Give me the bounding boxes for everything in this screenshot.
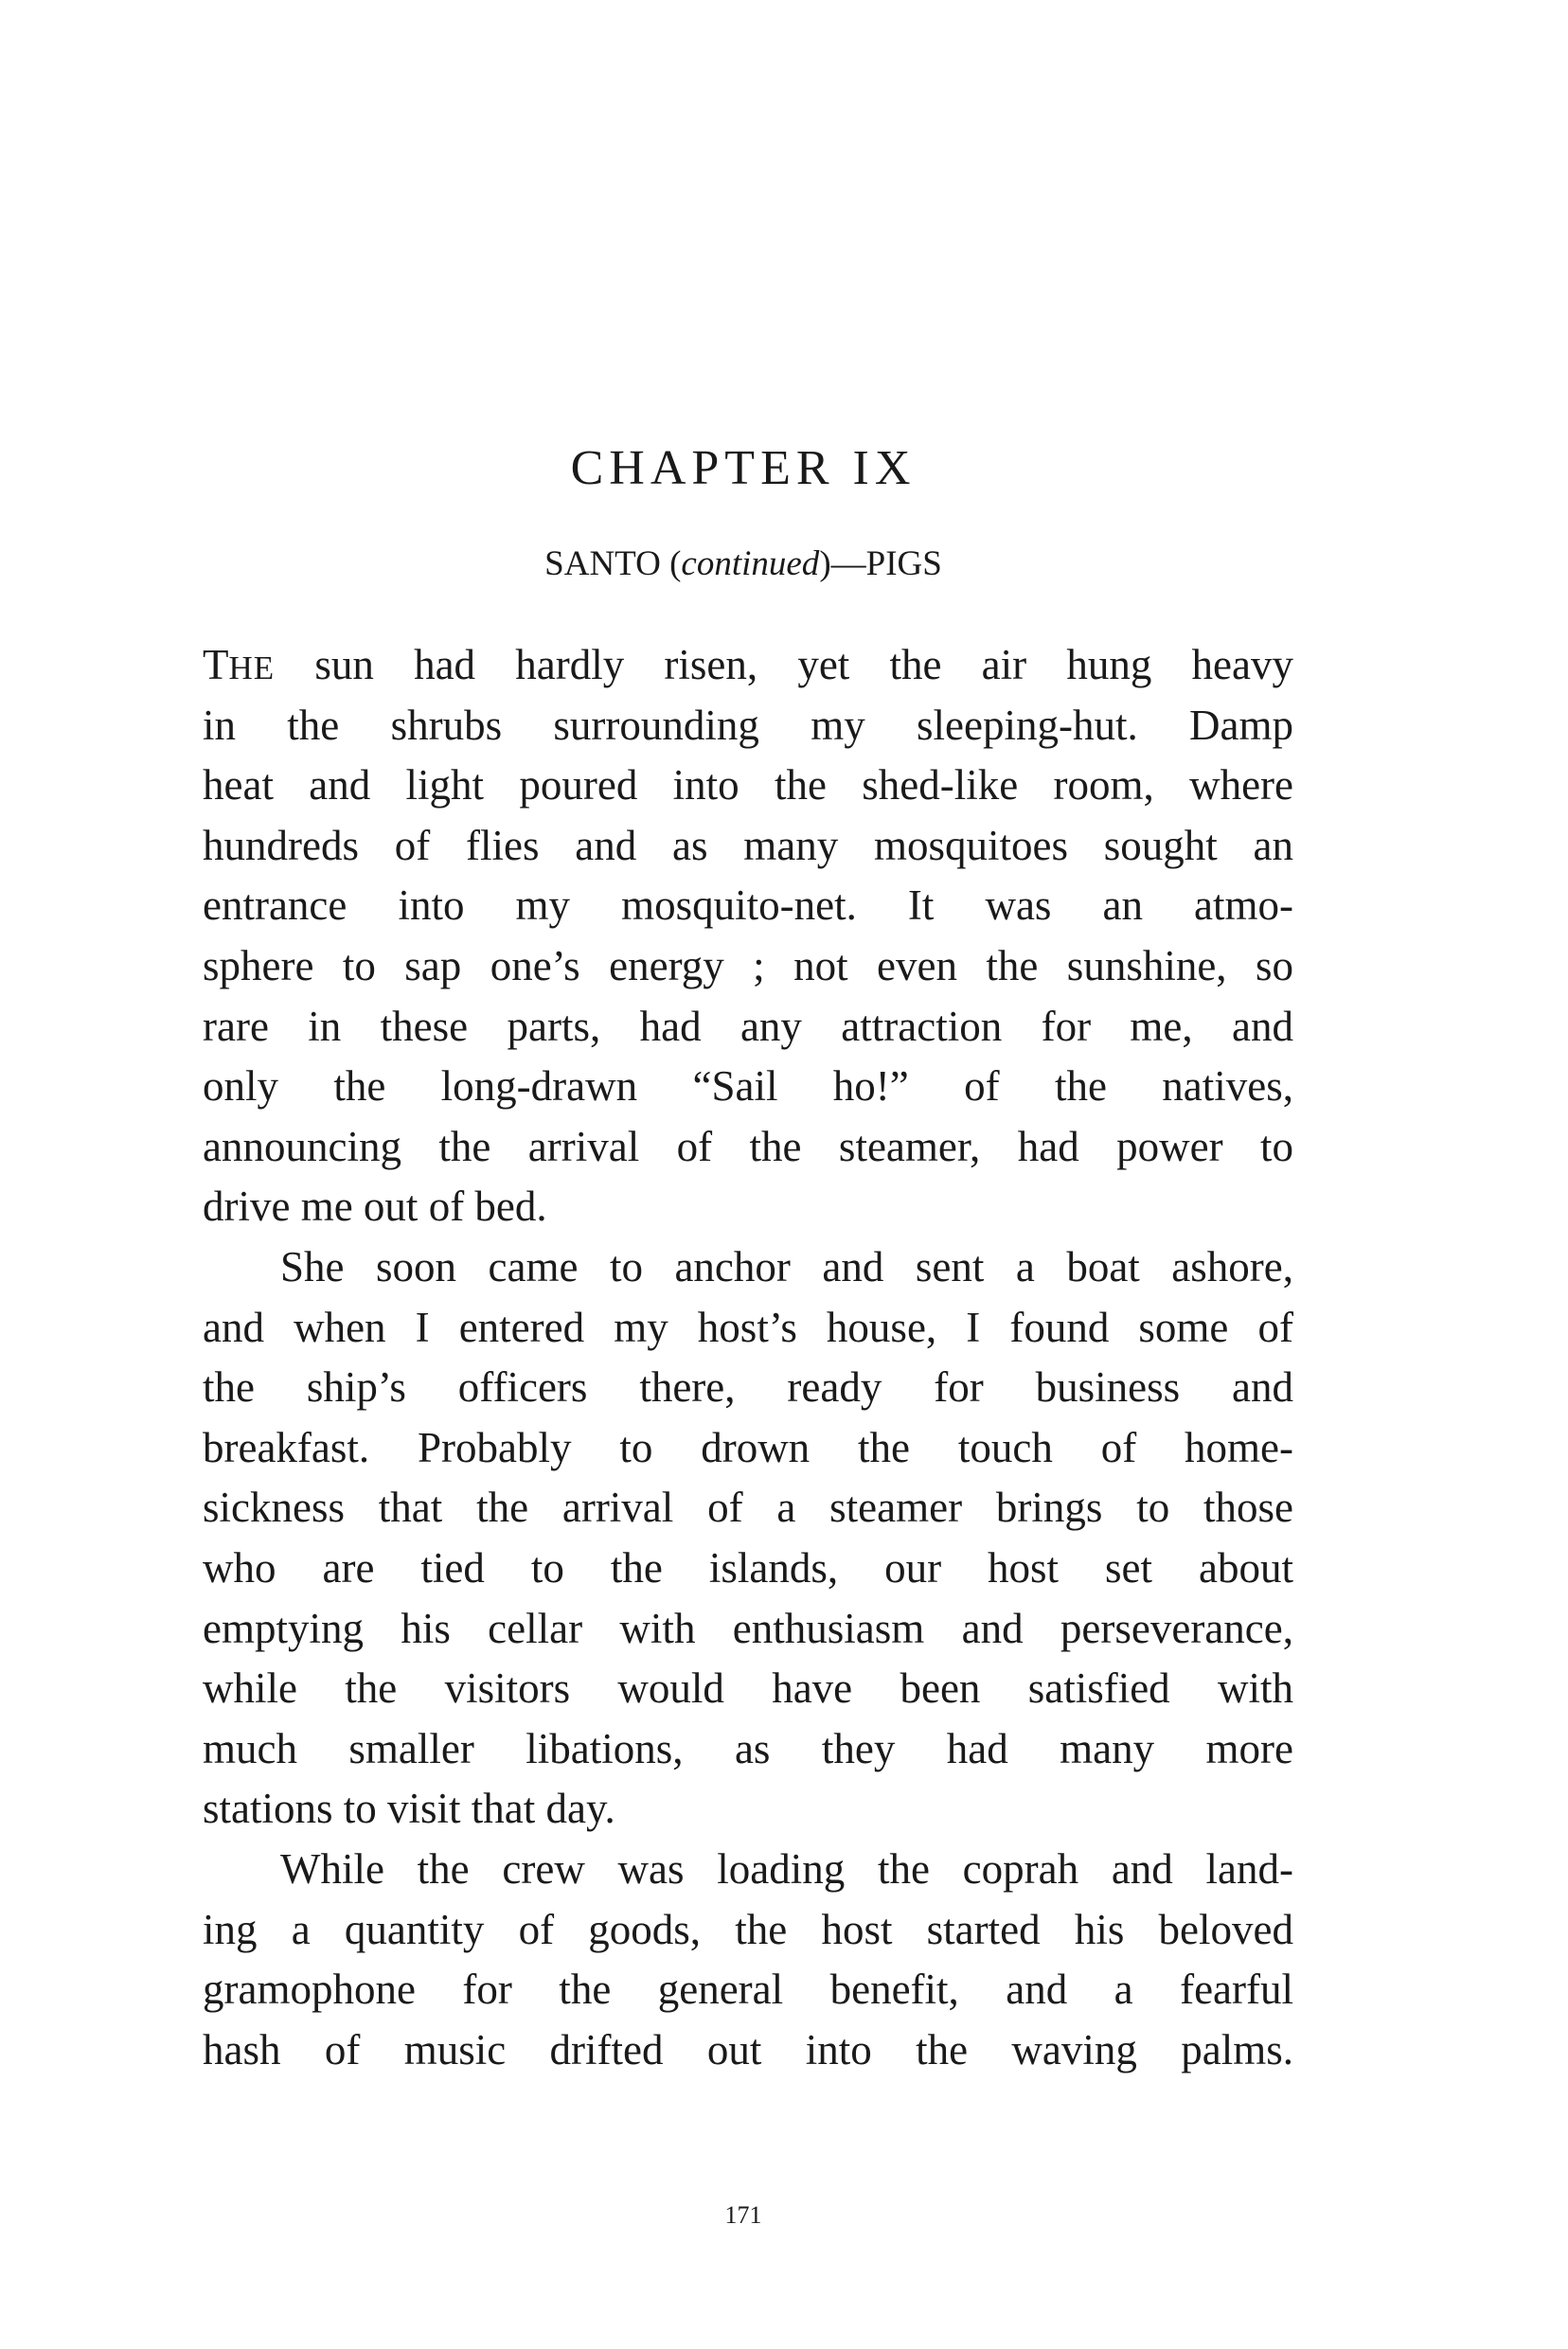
- subtitle-tail: —PIGS: [830, 544, 942, 583]
- text-line: only the long-drawn “Sail ho!” of the natives,: [203, 1062, 1293, 1111]
- text-line: rare in these parts, had any attraction for me, and: [203, 1002, 1293, 1050]
- text-line: much smaller libations, as they had many more: [203, 1724, 1293, 1772]
- subtitle-main: SANTO: [544, 544, 661, 583]
- text-line: while the visitors would have been satisfied with: [203, 1664, 1293, 1713]
- text-line: gramophone for the general benefit, and a fearful: [203, 1966, 1293, 2014]
- dropcap-letter: T: [203, 641, 229, 688]
- text-line: breakfast. Probably to drown the touch of home-: [203, 1423, 1293, 1471]
- chapter-title: CHAPTER IX: [570, 441, 917, 495]
- text-line: While the crew was loading the coprah and land-: [280, 1845, 1293, 1893]
- text-line: the ship’s officers there, ready for business and: [203, 1363, 1293, 1412]
- text-line: stations to visit that day.: [203, 1785, 615, 1833]
- chapter-subtitle: [0, 543, 1487, 585]
- text-line: sphere to sap one’s energy ; not even the sunshine, so: [203, 941, 1293, 989]
- text-line: She soon came to anchor and sent a boat ashore,: [280, 1243, 1293, 1290]
- subtitle-continued: continued: [681, 544, 820, 583]
- text-line: in the shrubs surrounding my sleeping-hut. Damp: [203, 701, 1293, 749]
- paragraph-1: [203, 635, 1293, 1237]
- text-line: who are tied to the islands, our host set about: [203, 1543, 1293, 1592]
- text-line: [203, 635, 1293, 696]
- text-line: ing a quantity of goods, the host started his beloved: [203, 1905, 1293, 1953]
- page-number: 171: [724, 2201, 762, 2229]
- text-line: hundreds of flies and as many mosquitoes sought an: [203, 821, 1293, 869]
- text-line: sickness that the arrival of a steamer brings to those: [203, 1484, 1293, 1532]
- text-line: drive me out of bed.: [203, 1183, 547, 1231]
- text-line: emptying his cellar with enthusiasm and perseverance,: [203, 1604, 1293, 1652]
- text-line: entrance into my mosquito-net. It was an atmo-: [203, 881, 1293, 930]
- paragraph-3: [203, 1840, 1293, 2080]
- subtitle-paren-close: ): [819, 544, 831, 583]
- dropcap-smallcaps: HE: [228, 650, 276, 686]
- text-line: and when I entered my host’s house, I found some of: [203, 1303, 1293, 1351]
- text-line: heat and light poured into the shed-like room, where: [203, 761, 1293, 810]
- text-line: hash of music drifted out into the waving palms.: [203, 2025, 1293, 2073]
- subtitle-paren-open: (: [669, 544, 682, 583]
- text-line: announcing the arrival of the steamer, had power to: [203, 1122, 1293, 1170]
- paragraph-2: [203, 1237, 1293, 1840]
- line-text: sun had hardly risen, yet the air hung heavy: [275, 641, 1293, 688]
